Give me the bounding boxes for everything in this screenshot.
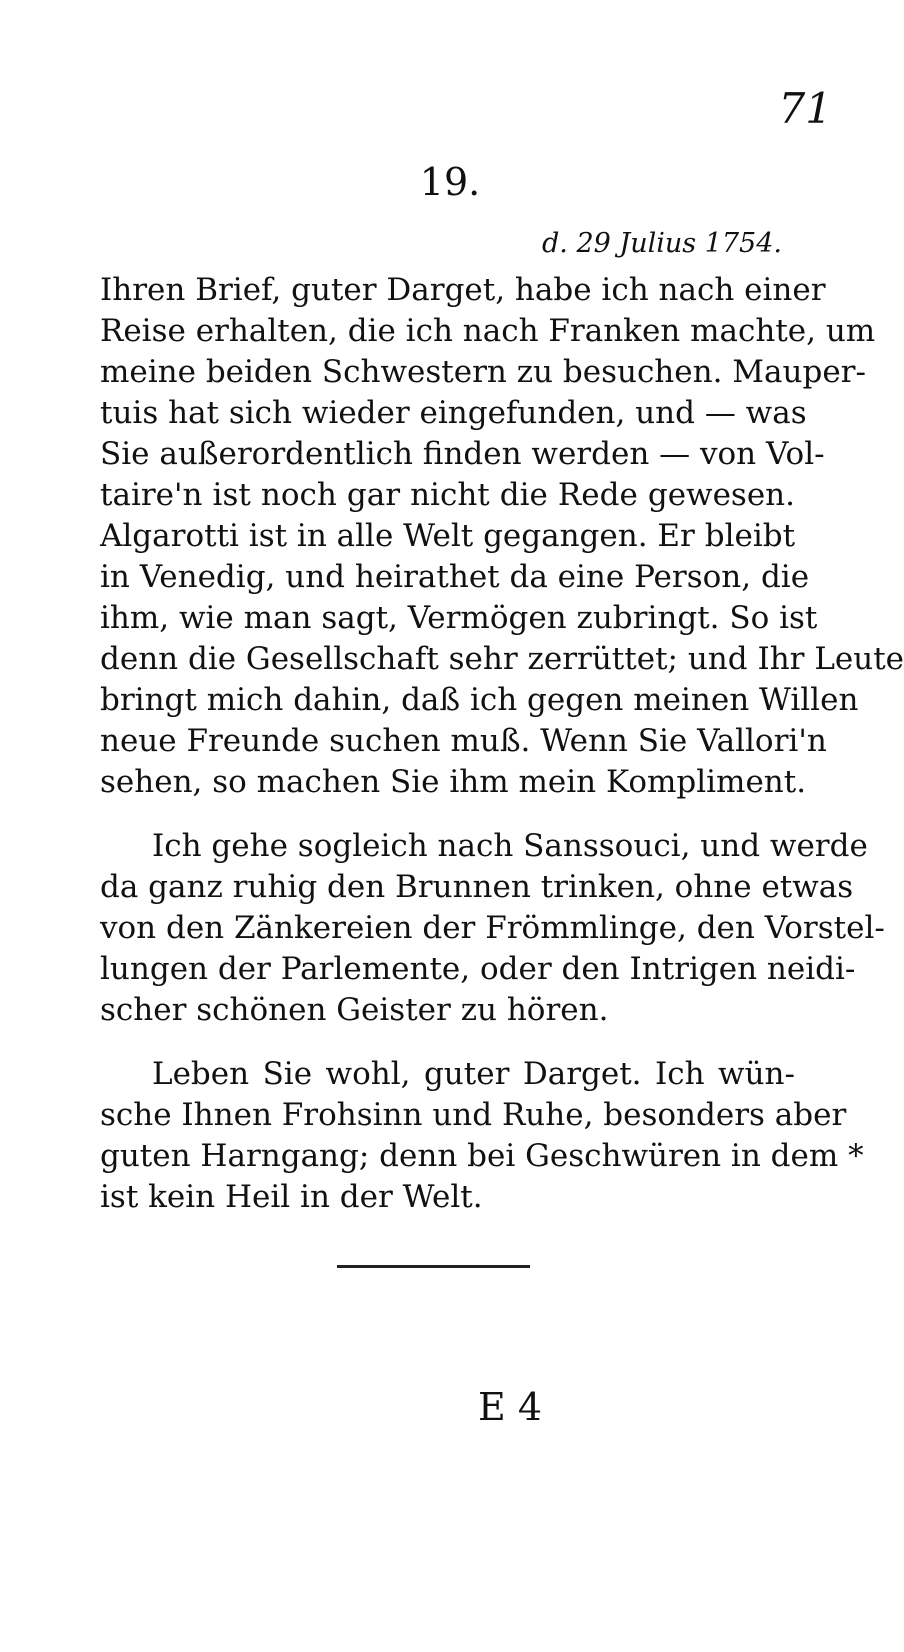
signature-mark: E 4: [478, 1385, 542, 1429]
paragraph-2-line: von den Zänkereien der Frömmlinge, den Vorstel-: [100, 910, 885, 946]
paragraph-2-line: da ganz ruhig den Brunnen trinken, ohne etwas: [100, 869, 854, 905]
paragraph-1-line: Reise erhalten, die ich nach Franken machte, um: [100, 313, 876, 349]
paragraph-3-line: sche Ihnen Frohsinn und Ruhe, besonders aber: [100, 1097, 847, 1133]
paragraph-1-line: tuis hat sich wieder eingefunden, und — was: [100, 395, 807, 431]
paragraph-2-line: lungen der Parlemente, oder den Intrigen neidi-: [100, 951, 856, 987]
paragraph-1-line: taire'n ist noch gar nicht die Rede gewesen.: [100, 477, 795, 513]
paragraph-1-line: Ihren Brief, guter Darget, habe ich nach einer: [100, 272, 826, 308]
paragraph-3-line: ist kein Heil in der Welt.: [100, 1179, 483, 1215]
paragraph-1-line: denn die Gesellschaft sehr zerrüttet; und Ihr Leute: [100, 641, 904, 677]
paragraph-1-line: in Venedig, und heirathet da eine Person, die: [100, 559, 810, 595]
page-number: 71: [778, 84, 832, 133]
paragraph-3-line: Leben Sie wohl, guter Darget. Ich wün-: [152, 1056, 795, 1092]
section-divider: [337, 1265, 530, 1268]
paragraph-1-line: neue Freunde suchen muß. Wenn Sie Vallori'n: [100, 723, 827, 759]
letter-number: 19.: [419, 160, 481, 204]
paragraph-2-line: scher schönen Geister zu hören.: [100, 992, 609, 1028]
paragraph-1-line: sehen, so machen Sie ihm mein Kompliment.: [100, 764, 807, 800]
dateline: d. 29 Julius 1754.: [542, 228, 782, 259]
paragraph-3-line: guten Harngang; denn bei Geschwüren in dem *: [100, 1138, 864, 1174]
paragraph-1-line: bringt mich dahin, daß ich gegen meinen Willen: [100, 682, 859, 718]
paragraph-1-line: meine beiden Schwestern zu besuchen. Mauper-: [100, 354, 866, 390]
paragraph-2-line: Ich gehe sogleich nach Sanssouci, und werde: [152, 828, 868, 864]
paragraph-1-line: Algarotti ist in alle Welt gegangen. Er bleibt: [100, 518, 796, 554]
paragraph-1-line: Sie außerordentlich finden werden — von Vol-: [100, 436, 825, 472]
paragraph-1-line: ihm, wie man sagt, Vermögen zubringt. So ist: [100, 600, 818, 636]
